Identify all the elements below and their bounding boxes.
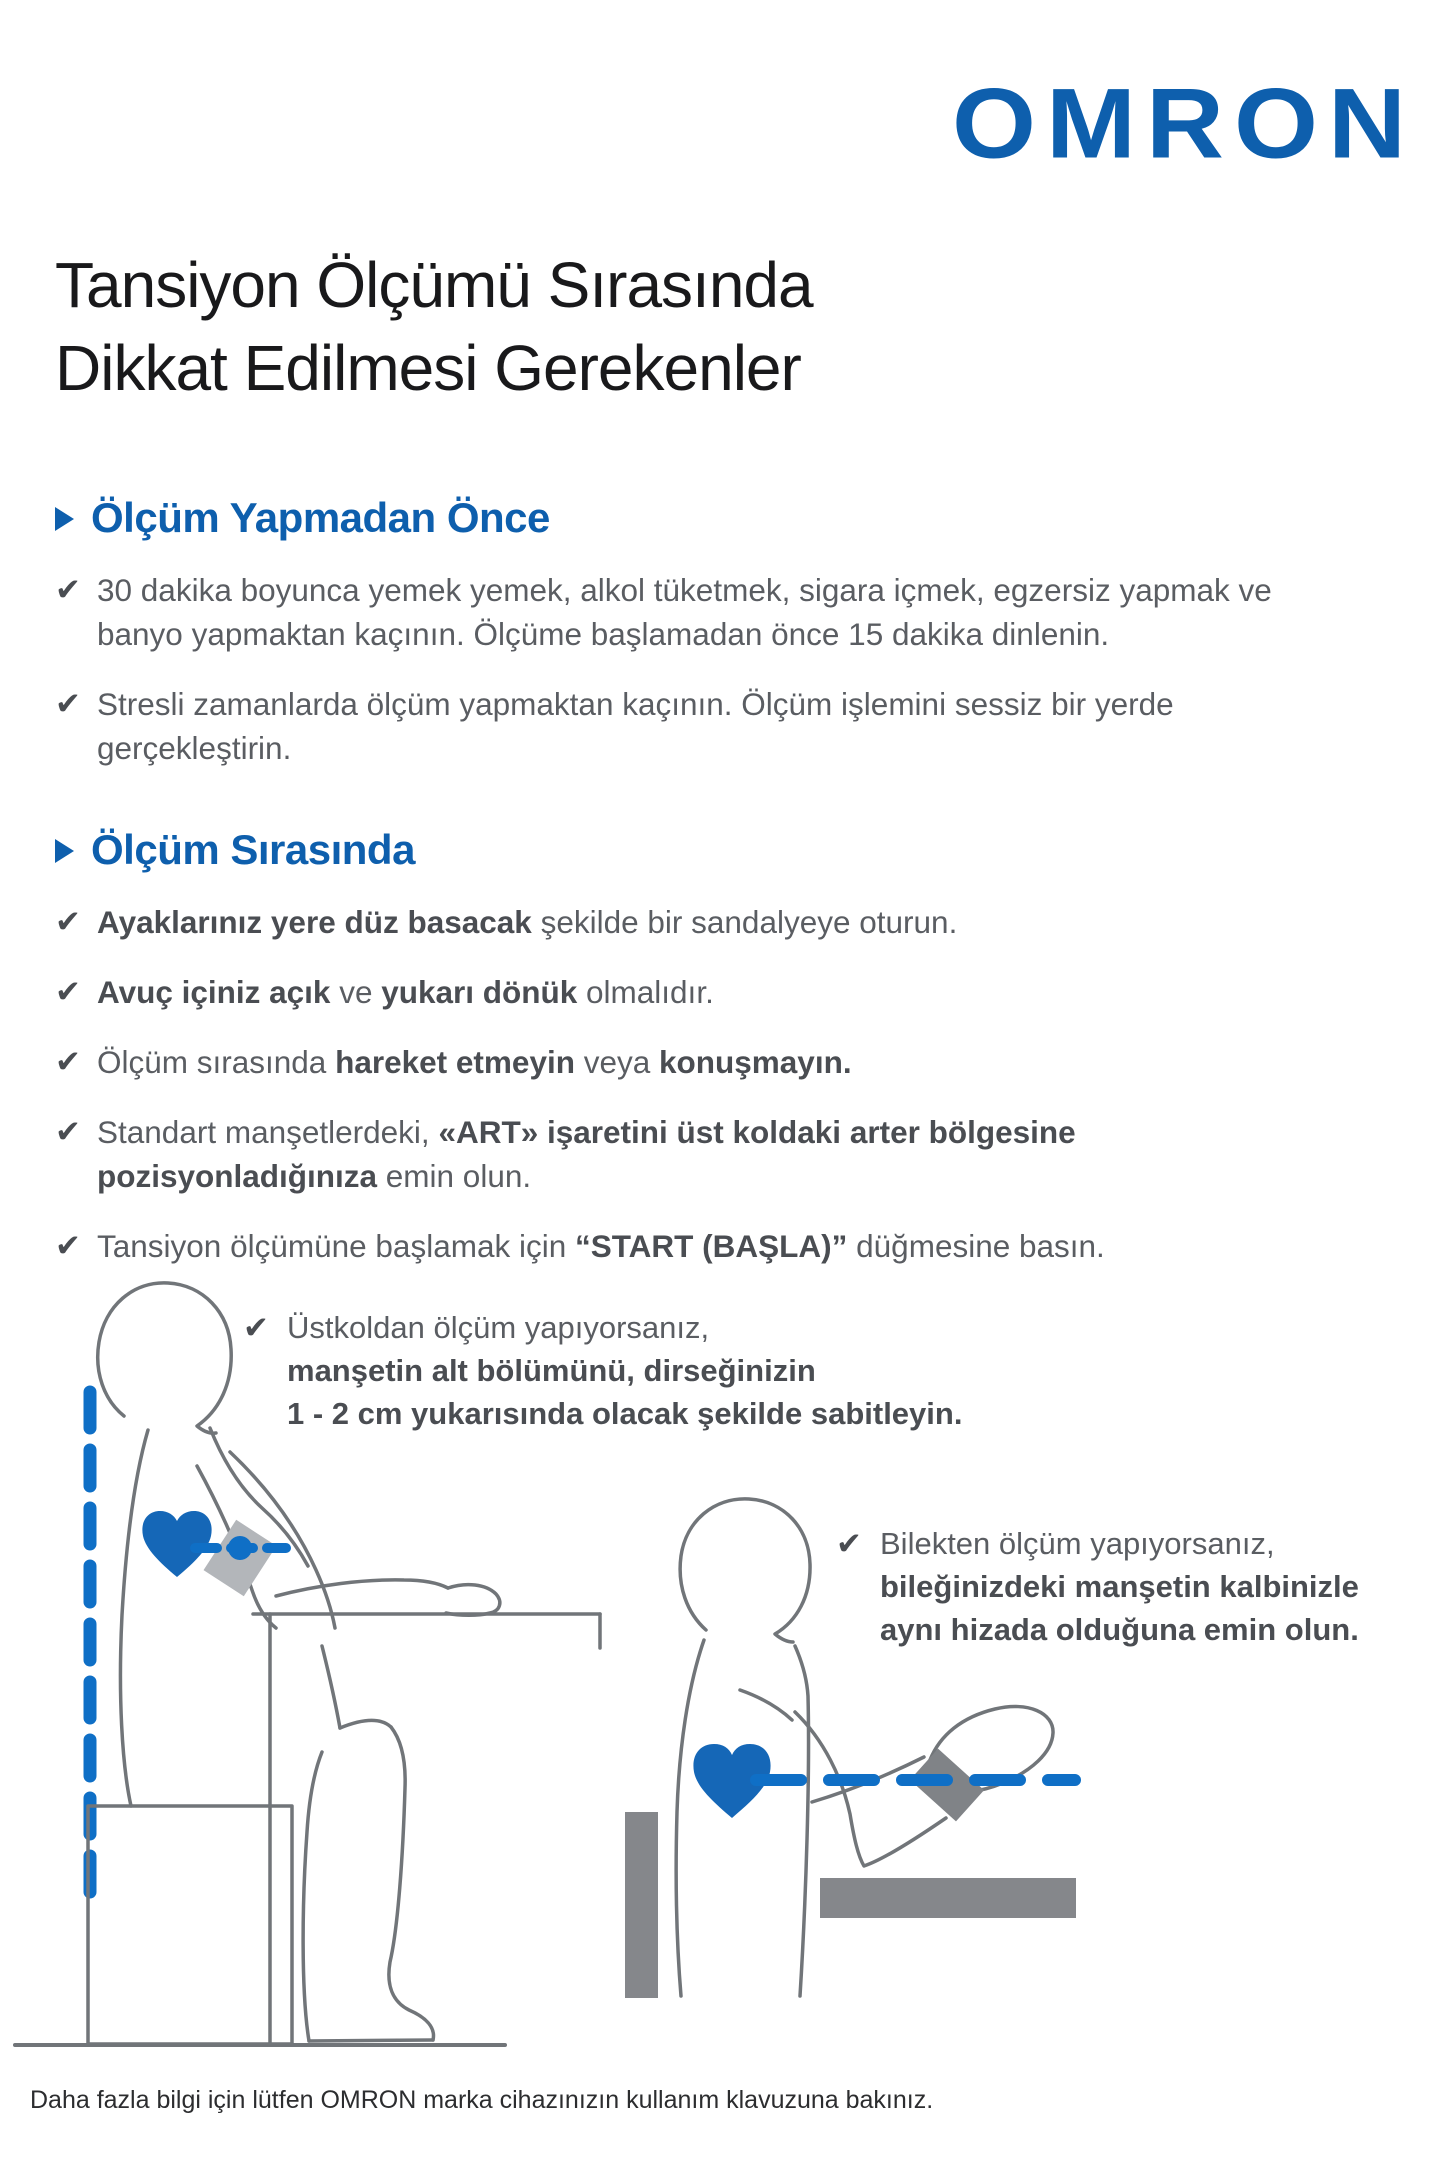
wrist-note	[836, 1522, 1359, 1651]
back-outline	[120, 1430, 148, 1806]
bullet-text: Avuç içiniz açık ve yukarı dönük olmalıdır.	[97, 974, 714, 1011]
note-line: manşetin alt bölümünü, dirseğinizin	[287, 1353, 816, 1388]
triangle-right-icon	[55, 839, 74, 863]
bullet-item	[55, 1040, 1335, 1084]
hand-outline	[446, 1585, 500, 1616]
note-line: bileğinizdeki manşetin kalbinizle	[880, 1569, 1359, 1604]
checkmark-icon: ✔	[55, 904, 81, 940]
checkmark-icon: ✔	[55, 1114, 81, 1150]
note-line: aynı hizada olduğuna emin olun.	[880, 1612, 1359, 1647]
footer-note: Daha fazla bilgi için lütfen OMRON marka cihazınızın kullanım klavuzuna bakınız.	[30, 2086, 934, 2114]
front-outline	[795, 1646, 809, 1996]
head-outline	[680, 1499, 810, 1642]
artery-marker-dot	[228, 1536, 252, 1560]
page-title	[55, 244, 813, 410]
back-outline	[676, 1640, 704, 1996]
bullet-list	[55, 568, 1335, 770]
illustrations	[0, 1280, 1440, 2070]
checkmark-icon: ✔	[55, 1228, 81, 1264]
stool	[88, 1806, 292, 2044]
upper-arm-note	[243, 1306, 962, 1435]
shin-foot-outline	[389, 1727, 434, 2040]
wrist-note-text	[880, 1522, 1359, 1651]
bullet-text: Tansiyon ölçümüne başlamak için “START (BAŞLA)” düğmesine basın.	[97, 1228, 1105, 1265]
bullet-item	[55, 970, 1335, 1014]
bullet-text: 30 dakika boyunca yemek yemek, alkol tüketmek, sigara içmek, egzersiz yapmak ve banyo yapmaktan kaçının. Ölçüme başlamadan önce 15 dakika dinlenin.	[97, 572, 1272, 653]
checkmark-icon: ✔	[55, 572, 81, 608]
bullet-item	[55, 900, 1335, 944]
checkmark-icon: ✔	[55, 1044, 81, 1080]
note-line: Bilekten ölçüm yapıyorsanız,	[880, 1526, 1275, 1561]
calf-outline	[303, 1752, 322, 2041]
triangle-right-icon	[55, 507, 74, 531]
torso-front-outline	[322, 1646, 340, 1728]
bullet-text: Standart manşetlerdeki, «ART» işaretini üst koldaki arter bölgesine pozisyonladığınıza emin olun.	[97, 1114, 1076, 1195]
bullet-item	[55, 1110, 1335, 1198]
bullet-item	[55, 682, 1335, 770]
head-outline	[98, 1283, 231, 1433]
omron-logo: OMRON	[952, 67, 1416, 179]
checkmark-icon: ✔	[55, 974, 81, 1010]
checkmark-icon: ✔	[836, 1526, 862, 1561]
bullet-text: Ayaklarınız yere düz basacak şekilde bir sandalyeye oturun.	[97, 904, 958, 941]
section-heading	[55, 494, 1335, 542]
note-line: 1 - 2 cm yukarısında olacak şekilde sabitleyin.	[287, 1396, 963, 1431]
checkmark-icon: ✔	[55, 686, 81, 722]
chair-back	[625, 1812, 658, 1998]
bullet-text: Ölçüm sırasında hareket etmeyin veya konuşmayın.	[97, 1044, 852, 1081]
armrest-table	[820, 1878, 1076, 1918]
bullet-list	[55, 900, 1335, 1268]
page-title-line2: Dikkat Edilmesi Gerekenler	[55, 332, 801, 405]
shoulder-outline	[740, 1690, 792, 1720]
bullet-item	[55, 1224, 1335, 1268]
section-heading-label: Ölçüm Sırasında	[91, 826, 415, 873]
bullet-text: Stresli zamanlarda ölçüm yapmaktan kaçının. Ölçüm işlemini sessiz bir yerde gerçekleştirin.	[97, 686, 1174, 767]
upper-arm-note-text	[287, 1306, 962, 1435]
thigh-outline	[340, 1720, 391, 1728]
page-title-line1: Tansiyon Ölçümü Sırasında	[55, 249, 813, 321]
section-heading	[55, 826, 1335, 874]
section-heading-label: Ölçüm Yapmadan Önce	[91, 494, 550, 541]
note-line: Üstkoldan ölçüm yapıyorsanız,	[287, 1310, 710, 1345]
forearm-outline	[276, 1580, 448, 1596]
section-during-measurement	[55, 826, 1335, 1268]
foot-bottom	[309, 2040, 433, 2041]
checkmark-icon: ✔	[243, 1310, 269, 1345]
section-before-measurement	[55, 494, 1335, 770]
bullet-item	[55, 568, 1335, 656]
